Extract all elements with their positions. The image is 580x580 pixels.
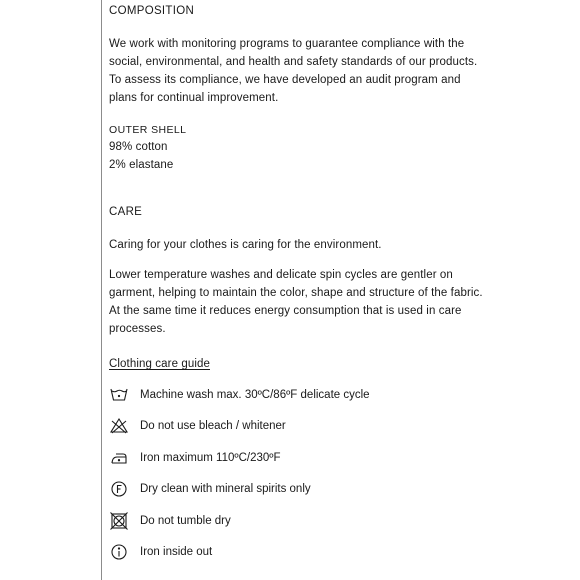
care-intro: Caring for your clothes is caring for the environment.: [109, 239, 382, 251]
care-instruction-row: [109, 479, 489, 503]
outer-shell-heading: OUTER SHELL: [109, 124, 187, 136]
composition-paragraph-line: We work with monitoring programs to guarantee compliance with the: [109, 38, 465, 50]
care-instruction-text: Machine wash max. 30ºC/86ºF delicate cycle: [140, 389, 370, 401]
composition-paragraph-line: To assess its compliance, we have developed an audit program and: [109, 74, 461, 86]
composition-paragraph-line: social, environmental, and health and safety standards of our products.: [109, 56, 478, 68]
material-item: 98% cotton: [109, 141, 168, 153]
info-icon: [109, 542, 129, 562]
product-details-panel: [109, 0, 489, 580]
composition-heading: COMPOSITION: [109, 5, 195, 17]
care-instruction-row: [109, 511, 489, 535]
care-instruction-row: [109, 448, 489, 472]
care-paragraph-line: garment, helping to maintain the color, shape and structure of the fabric.: [109, 287, 483, 299]
composition-paragraph-line: plans for continual improvement.: [109, 92, 279, 104]
clothing-care-guide-link[interactable]: Clothing care guide: [109, 358, 210, 370]
care-instruction-text: Do not use bleach / whitener: [140, 420, 286, 432]
dry-clean-f-icon: [109, 479, 129, 499]
wash-tub-icon: [109, 385, 129, 405]
care-instruction-row: [109, 542, 489, 566]
no-bleach-icon: [109, 416, 129, 436]
care-paragraph-line: Lower temperature washes and delicate spin cycles are gentler on: [109, 269, 453, 281]
care-instruction-row: [109, 416, 489, 440]
care-heading: CARE: [109, 206, 143, 218]
no-tumble-dry-icon: [109, 511, 129, 531]
care-paragraph-line: processes.: [109, 323, 166, 335]
care-instruction-row: [109, 385, 489, 409]
panel-divider: [101, 0, 102, 580]
care-instruction-text: Iron maximum 110ºC/230ºF: [140, 452, 281, 464]
care-instruction-text: Dry clean with mineral spirits only: [140, 483, 311, 495]
care-paragraph-line: At the same time it reduces energy consumption that is used in care: [109, 305, 462, 317]
iron-icon: [109, 448, 129, 468]
material-item: 2% elastane: [109, 159, 174, 171]
care-instruction-text: Iron inside out: [140, 546, 213, 558]
care-instruction-text: Do not tumble dry: [140, 515, 231, 527]
